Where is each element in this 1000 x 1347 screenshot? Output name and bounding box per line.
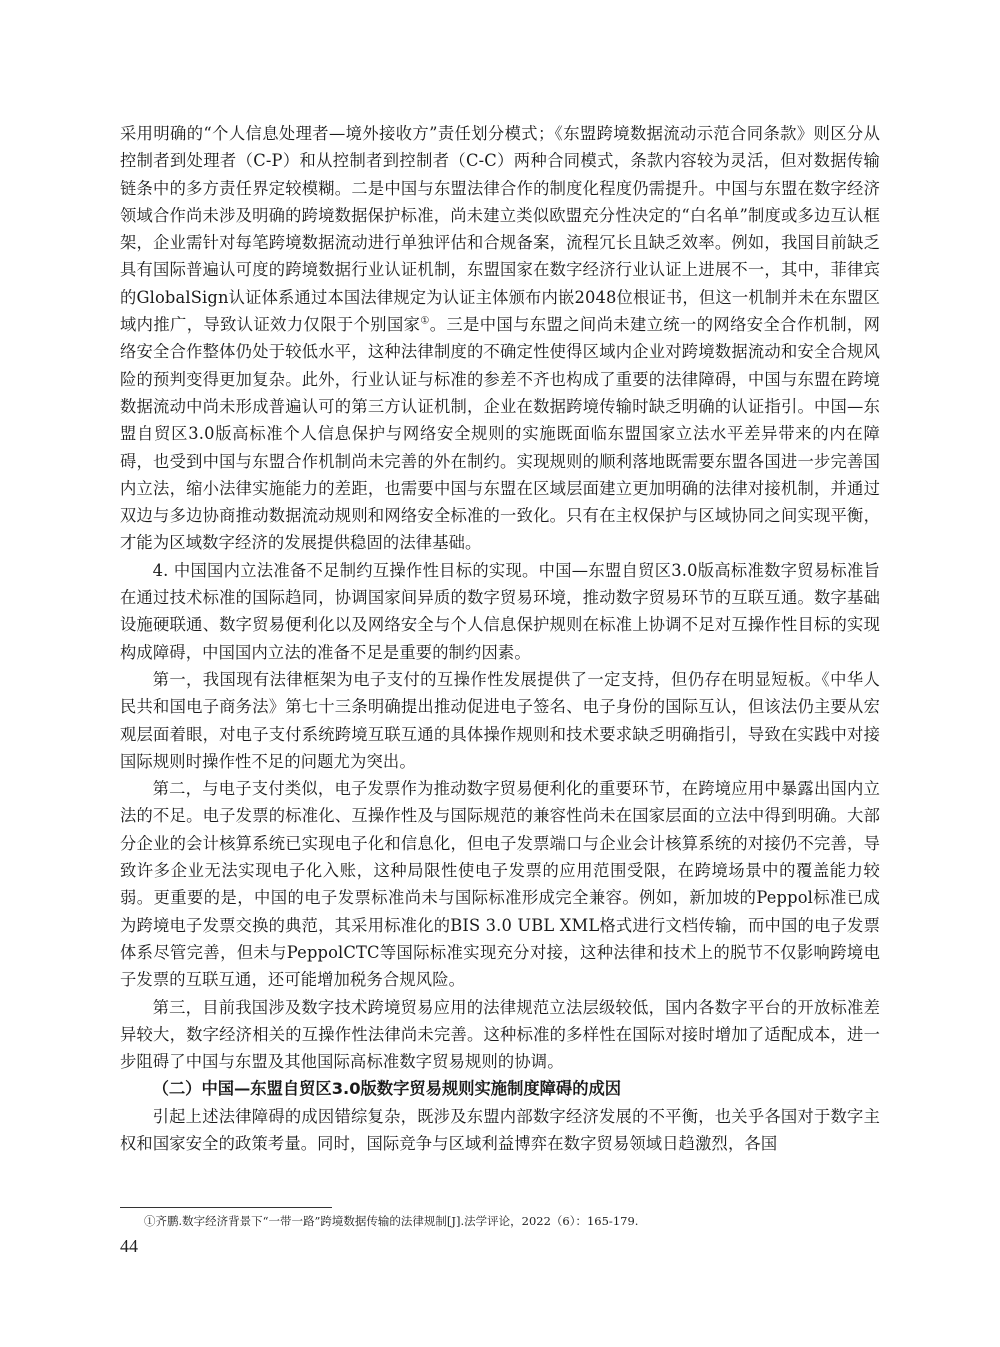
paragraph-4: 第二，与电子支付类似，电子发票作为推动数字贸易便利化的重要环节，在跨境应用中暴露出国内立法的不足。电子发票的标准化、互操作性及与国际规范的兼容性尚未在国家层面的立法中得到明确。大部分企业的会计核算系统已实现电子化和信息化，但电子发票端口与企业会计核算系统的对接仍不完善，导致许多企业无法实现电子化入账，这种局限性使电子发票的应用范围受限，在跨境场景中的覆盖能力较弱。更重要的是，中国的电子发票标准尚未与国际标准形成完全兼容。例如，新加坡的Peppol标准已成为跨境电子发票交换的典范，其采用标准化的BIS 3.0 UBL XML格式进行文档传输，而中国的电子发票体系尽管完善，但未与PeppolCTC等国际标准实现充分对接，这种法律和技术上的脱节不仅影响跨境电子发票的互联互通，还可能增加税务合规风险。 <box>120 779 880 990</box>
section-heading: （二）中国—东盟自贸区3.0版数字贸易规则实施制度障碍的成因 <box>152 1079 622 1099</box>
paragraph-3: 第一，我国现有法律框架为电子支付的互操作性发展提供了一定支持，但仍存在明显短板。《中华人民共和国电子商务法》第七十三条明确提出推动促进电子签名、电子身份的国际互认，但该法仍主要从宏观层面着眼，对电子支付系统跨境互联互通的具体操作规则和技术要求缺乏明确指引，导致在实践中对接国际规则时操作性不足的问题尤为突出。 <box>120 669 880 771</box>
footnote-marker[interactable]: ① <box>420 315 430 327</box>
footnote: ①齐鹏.数字经济背景下“一带一路”跨境数据传输的法律规制[J].法学评论，2022（6）：165-179. <box>144 1214 639 1228</box>
page-number: 44 <box>120 1236 138 1256</box>
paragraph-1-text: 采用明确的“个人信息处理者—境外接收方”责任划分模式；《东盟跨境数据流动示范合同条款》则区分从控制者到处理者（C-P）和从控制者到控制者（C-C）两种合同模式，条款内容较为灵活，但对数据传输链条中的多方责任界定较模糊。二是中国与东盟法律合作的制度化程度仍需提升。中国与东盟在数字经济领域合作尚未涉及明确的跨境数据保护标准，尚未建立类似欧盟充分性决定的“白名单”制度或多边互认框架，企业需针对每笔跨境数据流动进行单独评估和合规备案，流程冗长且缺乏效率。例如，我国目前缺乏具有国际普遍认可度的跨境数据行业认证机制，东盟国家在数字经济行业认证上进展不一，其中，菲律宾的GlobalSign认证体系通过本国法律规定为认证主体颁布内嵌2048位根证书，但这一机制并未在东盟区域内推广，导致认证效力仅限于个别国家 <box>120 124 880 335</box>
paragraph-2: 4. 中国国内立法准备不足制约互操作性目标的实现。中国—东盟自贸区3.0版高标准数字贸易标准旨在通过技术标准的国际趋同，协调国家间异质的数字贸易环境，推动数字贸易环节的互联互通。数字基础设施硬联通、数字贸易便利化以及网络安全与个人信息保护规则在标准上协调不足对互操作性目标的实现构成障碍，中国国内立法的准备不足是重要的制约因素。 <box>120 560 880 662</box>
footnote-divider <box>120 1207 332 1208</box>
paragraph-1 <box>120 120 880 557</box>
paragraph-6: 引起上述法律障碍的成因错综复杂，既涉及东盟内部数字经济发展的不平衡，也关乎各国对于数字主权和国家安全的政策考量。同时，国际竞争与区域利益博弈在数字贸易领域日趋激烈，各国 <box>120 1106 880 1153</box>
page-body <box>120 120 880 1157</box>
paragraph-1-text-end: 。三是中国与东盟之间尚未建立统一的网络安全合作机制，网络安全合作整体仍处于较低水平，这种法律制度的不确定性使得区域内企业对跨境数据流动和安全合规风险的预判变得更加复杂。此外，行业认证与标准的参差不齐也构成了重要的法律障碍，中国与东盟在跨境数据流动中尚未形成普遍认可的第三方认证机制，企业在数据跨境传输时缺乏明确的认证指引。中国—东盟自贸区3.0版高标准个人信息保护与网络安全规则的实施既面临东盟国家立法水平差异带来的内在障碍，也受到中国与东盟合作机制尚未完善的外在制约。实现规则的顺利落地既需要东盟各国进一步完善国内立法，缩小法律实施能力的差距，也需要中国与东盟在区域层面建立更加明确的法律对接机制，并通过双边与多边协商推动数据流动规则和网络安全标准的一致化。只有在主权保护与区域协同之间实现平衡，才能为区域数字经济的发展提供稳固的法律基础。 <box>120 315 880 553</box>
paragraph-5: 第三，目前我国涉及数字技术跨境贸易应用的法律规范立法层级较低，国内各数字平台的开放标准差异较大，数字经济相关的互操作性法律尚未完善。这种标准的多样性在国际对接时增加了适配成本，进一步阻碍了中国与东盟及其他国际高标准数字贸易规则的协调。 <box>120 997 880 1072</box>
